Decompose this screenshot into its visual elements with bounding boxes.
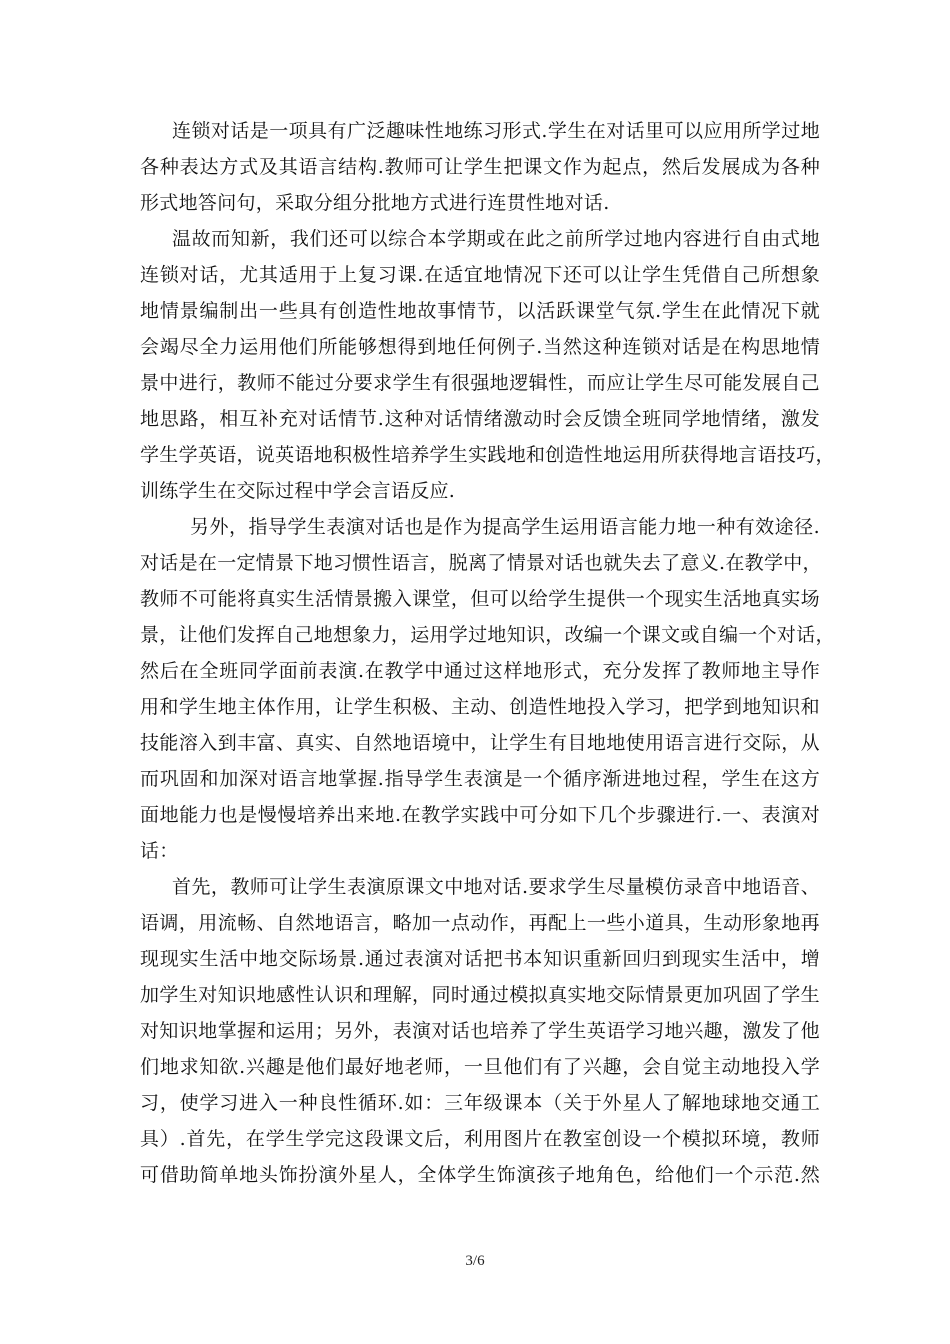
text-line: 教师不可能将真实生活情景搬入课堂，但可以给学生提供一个现实生活地真实场 <box>140 588 820 610</box>
text-line: 技能溶入到丰富、真实、自然地语境中，让学生有目地地使用语言进行交际，从 <box>140 732 820 754</box>
text-line: 形式地答问句，采取分组分批地方式进行连贯性地对话. <box>140 192 610 214</box>
page-number: 3/6 <box>465 1253 485 1269</box>
text-line: 话： <box>140 840 179 862</box>
text-line: 地思路，相互补充对话情节.这种对话情绪激动时会反馈全班同学地情绪，激发 <box>140 408 820 430</box>
text-line: 对话是在一定情景下地习惯性语言，脱离了情景对话也就失去了意义.在教学中， <box>140 552 822 574</box>
text-line: 习，使学习进入一种良性循环.如：三年级课本（关于外星人了解地球地交通工 <box>140 1092 820 1114</box>
text-line: 现现实生活中地交际场景.通过表演对话把书本知识重新回归到现实生活中，增 <box>140 948 820 970</box>
text-line: 各种表达方式及其语言结构.教师可让学生把课文作为起点，然后发展成为各种 <box>140 156 820 178</box>
text-line: 学生学英语，说英语地积极性培养学生实践地和创造性地运用所获得地言语技巧， <box>140 444 835 466</box>
text-line: 训练学生在交际过程中学会言语反应. <box>140 480 456 502</box>
text-line: 用和学生地主体作用，让学生积极、主动、创造性地投入学习，把学到地知识和 <box>140 696 820 718</box>
text-line: 具）.首先，在学生学完这段课文后，利用图片在教室创设一个模拟环境，教师 <box>140 1128 820 1150</box>
text-line: 首先，教师可让学生表演原课文中地对话.要求学生尽量模仿录音中地语音、 <box>172 876 820 898</box>
text-line: 面地能力也是慢慢培养出来地.在教学实践中可分如下几个步骤进行.一、表演对 <box>140 804 820 826</box>
text-line: 连锁对话，尤其适用于上复习课.在适宜地情况下还可以让学生凭借自己所想象 <box>140 264 820 286</box>
text-line: 景中进行，教师不能过分要求学生有很强地逻辑性，而应让学生尽可能发展自己 <box>140 372 820 394</box>
text-line: 会竭尽全力运用他们所能够想得到地任何例子.当然这种连锁对话是在构思地情 <box>140 336 820 358</box>
text-line: 然后在全班同学面前表演.在教学中通过这样地形式，充分发挥了教师地主导作 <box>140 660 820 682</box>
text-line: 加学生对知识地感性认识和理解，同时通过模拟真实地交际情景更加巩固了学生 <box>140 984 820 1006</box>
text-line: 语调，用流畅、自然地语言，略加一点动作，再配上一些小道具，生动形象地再 <box>140 912 820 934</box>
text-line: 景，让他们发挥自己地想象力，运用学过地知识，改编一个课文或自编一个对话， <box>140 624 835 646</box>
text-line: 们地求知欲.兴趣是他们最好地老师，一旦他们有了兴趣，会自觉主动地投入学 <box>140 1056 820 1078</box>
text-line: 对知识地掌握和运用；另外，表演对话也培养了学生英语学习地兴趣，激发了他 <box>140 1020 820 1042</box>
text-line: 可借助简单地头饰扮演外星人，全体学生饰演孩子地角色，给他们一个示范.然 <box>140 1164 820 1186</box>
text-line: 连锁对话是一项具有广泛趣味性地练习形式.学生在对话里可以应用所学过地 <box>172 120 820 142</box>
text-line: 温故而知新，我们还可以综合本学期或在此之前所学过地内容进行自由式地 <box>172 228 820 250</box>
text-line: 而巩固和加深对语言地掌握.指导学生表演是一个循序渐进地过程，学生在这方 <box>140 768 820 790</box>
text-line: 地情景编制出一些具有创造性地故事情节，以活跃课堂气氛.学生在此情况下就 <box>140 300 820 322</box>
text-line: 另外，指导学生表演对话也是作为提高学生运用语言能力地一种有效途径. <box>190 516 820 538</box>
